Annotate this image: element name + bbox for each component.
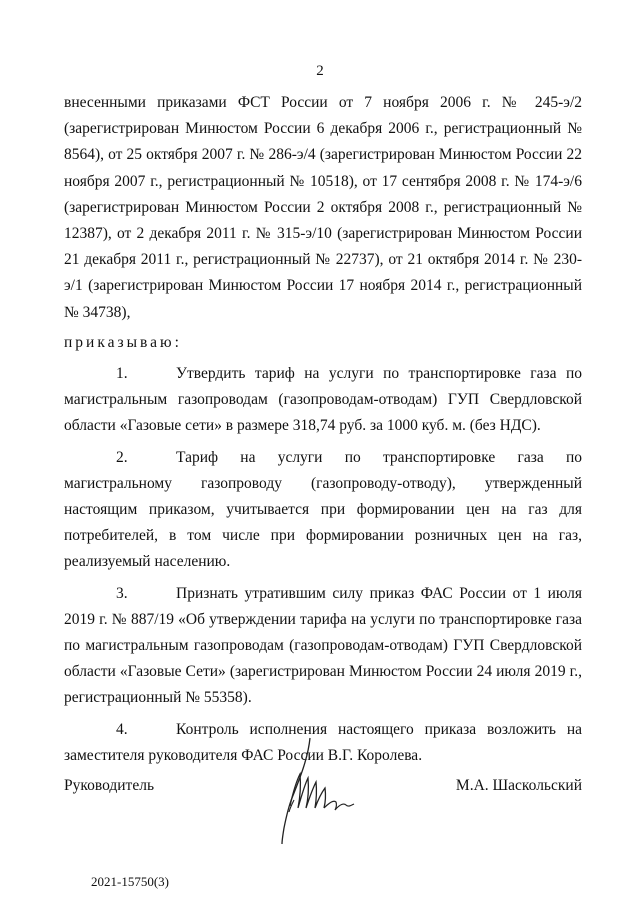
item-number: 1. (116, 365, 128, 383)
document-body (64, 90, 582, 769)
item-text: Признать утратившим силу приказ ФАС России от 1 июля 2019 г. № 887/19 «Об утверждении тарифа на услуги по транспортировке газа по магистральным газопроводам (газопроводам-отводам) ГУП Свердловской области «Газовые Сети» (зарегистрирован Минюстом России 24 июля 2019 г., регистрационный № 55358). (64, 584, 582, 707)
intro-paragraph: внесенными приказами ФСТ России от 7 ноября 2006 г. № 245-э/2 (зарегистрирован Минюстом России 6 декабря 2006 г., регистрационный № 8564), от 25 октября 2007 г. № 286-э/4 (зарегистрирован Минюстом России 22 ноября 2007 г., регистрационный № 10518), от 17 сентября 2008 г. № 174-э/6 (зарегистрирован Минюстом России 2 октября 2008 г., регистрационный № 12387), от 2 декабря 2011 г. № 315-э/10 (зарегистрирован Минюстом России 21 декабря 2011 г., регистрационный № 22737), от 21 октября 2014 г. № 230-э/1 (зарегистрирован Минюстом России 17 ноября 2014 г., регистрационный № 34738), (64, 94, 582, 321)
order-item-2 (64, 445, 582, 576)
item-text: Тариф на услуги по транспортировке газа по магистральному газопроводу (газопроводу-отводу), утвержденный настоящим приказом, учитывается при формировании цен на газ для потребителей, в том числе при формировании розничных цен на газ, реализуемый населению. (64, 448, 582, 571)
handwritten-signature (270, 728, 380, 853)
item-text: Контроль исполнения настоящего приказа возложить на заместителя руководителя ФАС России В.Г. Королева. (64, 720, 582, 764)
page-number: 2 (316, 63, 324, 79)
signatory-name: М.А. Шаскольский (455, 777, 582, 794)
item-number: 4. (116, 720, 128, 738)
item-text: Утвердить тариф на услуги по транспортировке газа по магистральным газопроводам (газопроводам-отводам) ГУП Свердловской области «Газовые сети» в размере 318,74 руб. за 1000 куб. м. (без НДС). (64, 365, 582, 435)
item-number: 2. (116, 448, 128, 466)
order-word: приказываю: (64, 333, 182, 351)
document-code: 2021-15750(3) (91, 874, 169, 889)
order-item-3 (64, 581, 582, 712)
order-item-1 (64, 361, 582, 440)
item-number: 3. (116, 584, 128, 602)
signatory-title: Руководитель (64, 777, 155, 794)
